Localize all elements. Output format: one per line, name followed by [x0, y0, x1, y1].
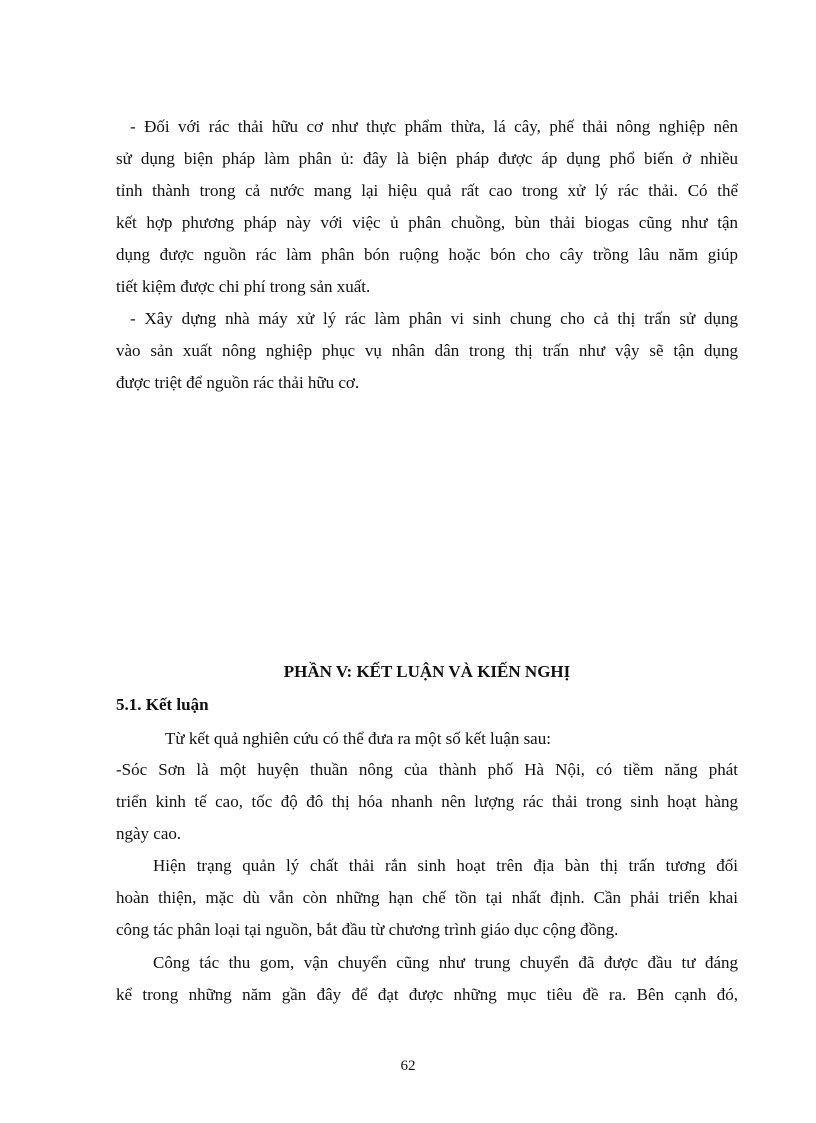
text-line: -Sóc Sơn là một huyện thuần nông của thành phố Hà Nội, có tiềm năng phát: [116, 760, 738, 779]
text-line: triển kinh tế cao, tốc độ đô thị hóa nhanh nên lượng rác thải trong sinh hoạt hàng: [116, 792, 738, 811]
text-line: sử dụng biện pháp làm phân ủ: đây là biện pháp được áp dụng phổ biến ở nhiều: [116, 149, 738, 168]
part-title: PHẦN V: KẾT LUẬN VÀ KIẾN NGHỊ: [283, 662, 571, 681]
text-line: kể trong những năm gần đây để đạt được những mục tiêu đề ra. Bên cạnh đó,: [116, 985, 738, 1004]
text-line: tiết kiệm được chi phí trong sản xuất.: [116, 277, 371, 296]
text-line: ngày cao.: [116, 824, 182, 843]
text-line: dụng được nguồn rác làm phân bón ruộng hoặc bón cho cây trồng lâu năm giúp: [116, 245, 738, 264]
text-line: hoàn thiện, mặc dù vẫn còn những hạn chế tồn tại nhất định. Cần phải triển khai: [116, 888, 738, 907]
text-line: kết hợp phương pháp này với việc ủ phân chuồng, bùn thải biogas cũng như tận: [116, 213, 738, 232]
text-line: - Đối với rác thải hữu cơ như thực phẩm thừa, lá cây, phế thải nông nghiệp nên: [130, 117, 738, 136]
intro-line: Từ kết quả nghiên cứu có thể đưa ra một số kết luận sau:: [165, 729, 551, 748]
text-line: vào sản xuất nông nghiệp phục vụ nhân dân trong thị trấn như vậy sẽ tận dụng: [116, 341, 738, 360]
text-line: được triệt để nguồn rác thải hữu cơ.: [116, 373, 360, 392]
text-line: Công tác thu gom, vận chuyển cũng như trung chuyển đã được đầu tư đáng: [153, 953, 738, 972]
text-line: tỉnh thành trong cả nước mang lại hiệu quả rất cao trong xử lý rác thải. Có thể: [116, 181, 738, 200]
text-line: - Xây dựng nhà máy xử lý rác làm phân vi sinh chung cho cả thị trấn sử dụng: [130, 309, 738, 328]
text-line: công tác phân loại tại nguồn, bắt đầu từ chương trình giáo dục cộng đồng.: [116, 920, 619, 939]
section-title: 5.1. Kết luận: [116, 695, 209, 714]
page-number: 62: [400, 1058, 416, 1074]
text-line: Hiện trạng quản lý chất thải rắn sinh hoạt trên địa bàn thị trấn tương đối: [153, 856, 738, 875]
